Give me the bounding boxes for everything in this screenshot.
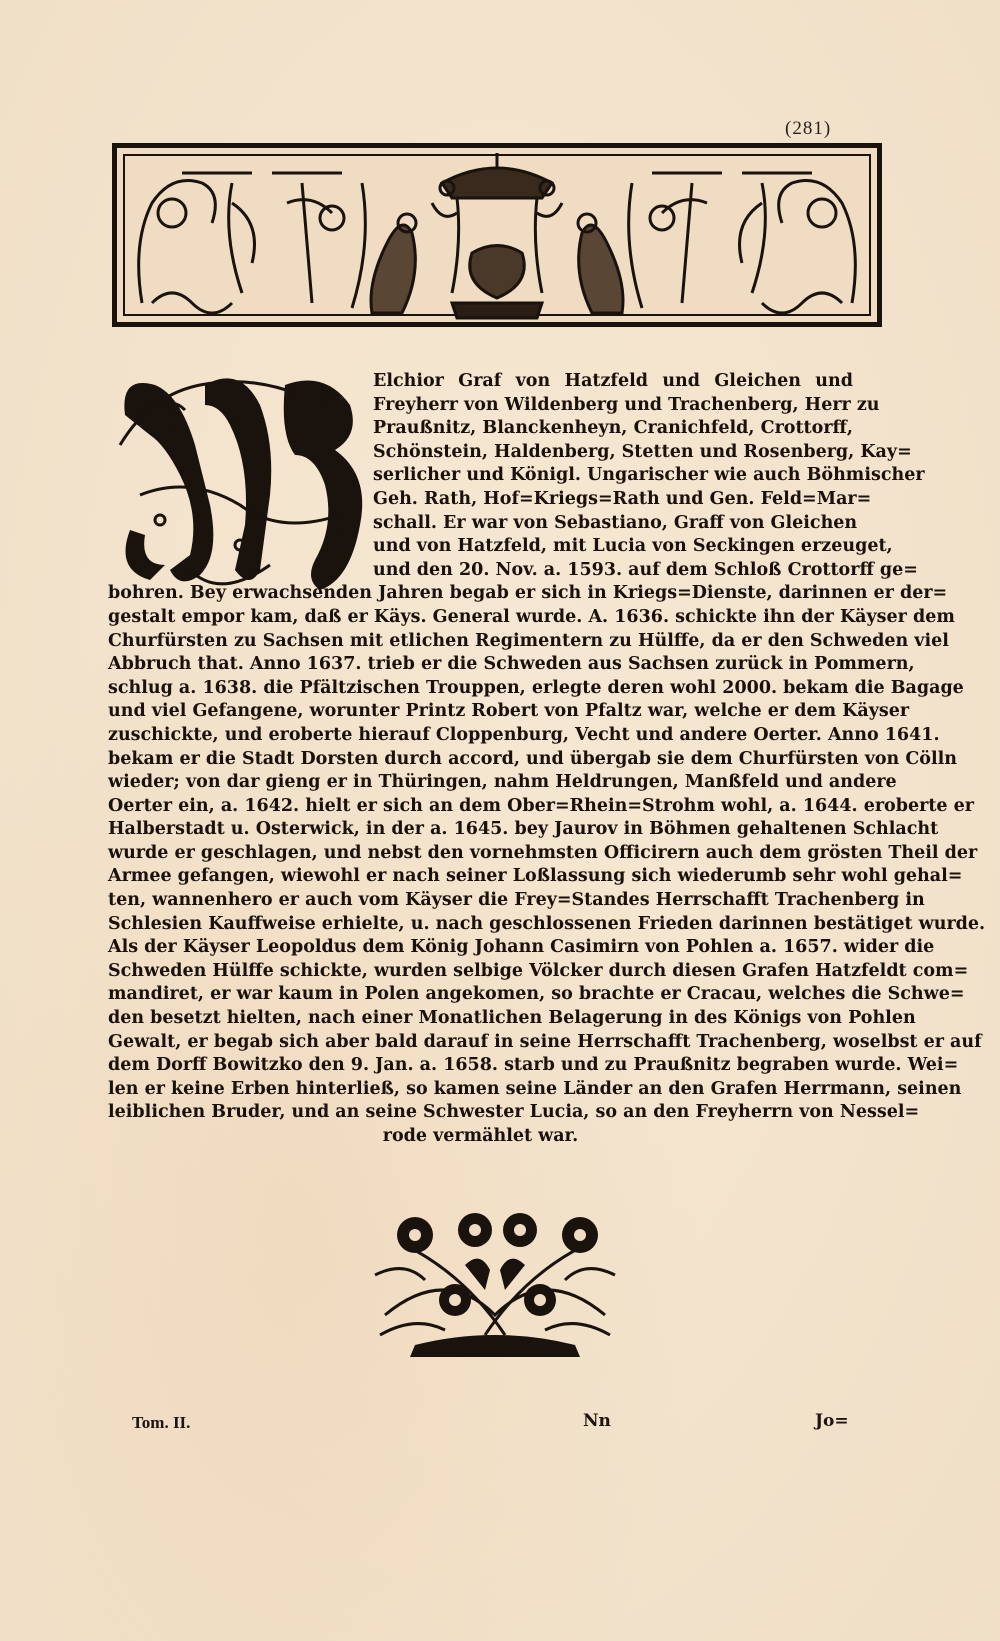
text-line: und von Hatzfeld, mit Lucia von Seckingen erzeuget, xyxy=(373,536,893,557)
text-line: serlicher und Königl. Ungarischer wie auch Böhmischer xyxy=(373,465,925,486)
text-line: mandiret, er war kaum in Polen angekomen, so brachte er Cracau, welches die Schwe= xyxy=(108,984,965,1005)
text-line: Oerter ein, a. 1642. hielt er sich an dem Ober=Rhein=Strohm wohl, a. 1644. eroberte er xyxy=(108,795,974,816)
text-line: Churfürsten zu Sachsen mit etlichen Regimentern zu Hülffe, da er den Schweden viel xyxy=(108,630,949,651)
text-line: bohren. Bey erwachsenden Jahren begab er sich in Kriegs=Dienste, darinnen er der= xyxy=(108,583,948,604)
text-line: Elchior Graf von Hatzfeld und Gleichen und xyxy=(373,371,853,391)
text-line: Freyherr von Wildenberg und Trachenberg, Herr zu xyxy=(373,394,880,415)
text-line: gestalt empor kam, daß er Käys. General wurde. A. 1636. schickte ihn der Käyser dem xyxy=(108,606,955,627)
text-line: und viel Gefangene, worunter Printz Robert von Pfaltz war, welche er dem Käyser xyxy=(108,701,910,722)
page-number: (281) xyxy=(785,118,832,139)
text-line: Geh. Rath, Hof=Kriegs=Rath und Gen. Feld=Mar= xyxy=(373,488,872,509)
text-line-final: rode vermählet war. xyxy=(382,1126,579,1146)
catchword: Jo= xyxy=(815,1411,849,1431)
signature-mark: Tom. II. xyxy=(132,1413,191,1432)
text-line: schall. Er war von Sebastiano, Graff von Gleichen xyxy=(373,512,858,533)
text-line: Als der Käyser Leopoldus dem König Johann Casimirn von Pohlen a. 1657. wider die xyxy=(108,937,935,958)
text-line: Schweden Hülffe schickte, wurden selbige Völcker durch diesen Grafen Hatzfeldt com= xyxy=(108,960,969,981)
text-line: Schönstein, Haldenberg, Stetten und Rosenberg, Kay= xyxy=(373,441,912,462)
flower-vignette-icon xyxy=(365,1205,625,1365)
text-line: bekam er die Stadt Dorsten durch accord, und übergab sie dem Churfürsten von Cölln xyxy=(108,748,957,769)
headpiece-ornament-icon xyxy=(112,143,882,327)
text-line: Abbruch that. Anno 1637. trieb er die Schweden aus Sachsen zurück in Pommern, xyxy=(108,654,915,675)
text-line: wieder; von dar gieng er in Thüringen, nahm Heldrungen, Manßfeld und andere xyxy=(108,772,897,793)
text-line: leiblichen Bruder, und an seine Schwester Lucia, so an den Freyherrn von Nessel= xyxy=(108,1102,920,1123)
text-line: zuschickte, und eroberte hierauf Cloppenburg, Vecht und andere Oerter. Anno 1641. xyxy=(108,724,940,745)
text-line: Schlesien Kauffweise erhielte, u. nach geschlossenen Frieden darinnen bestätiget wurde. xyxy=(108,913,986,934)
text-line: Gewalt, er begab sich aber bald darauf in seine Herrschafft Trachenberg, woselbst er auf xyxy=(108,1031,982,1052)
text-line: ten, wannenhero er auch vom Käyser die Frey=Standes Herrschafft Trachenberg in xyxy=(108,890,925,911)
ornamental-headpiece xyxy=(112,143,882,327)
text-line: schlug a. 1638. die Pfältzischen Trouppen, erlegte deren wohl 2000. bekam die Bagage xyxy=(108,677,964,698)
text-line: Halberstadt u. Osterwick, in der a. 1645. bey Jaurov in Böhmen gehaltenen Schlacht xyxy=(108,819,939,840)
floral-tailpiece xyxy=(365,1205,625,1365)
text-line: len er keine Erben hinterließ, so kamen seine Länder an den Grafen Herrmann, seinen xyxy=(108,1078,962,1099)
text-line: Armee gefangen, wiewohl er nach seiner Loßlassung sich wiederumb sehr wohl gehal= xyxy=(108,866,963,887)
biography-text xyxy=(108,370,986,1149)
text-line: dem Dorff Bowitzko den 9. Jan. a. 1658. starb und zu Praußnitz begraben wurde. Wei= xyxy=(108,1055,959,1076)
text-line: den besetzt hielten, nach einer Monatlichen Belagerung in des Königs von Pohlen xyxy=(108,1008,916,1029)
text-line: und den 20. Nov. a. 1593. auf dem Schloß Crottorff ge= xyxy=(373,559,918,580)
text-line: wurde er geschlagen, und nebst den vornehmsten Officirern auch dem grösten Theil der xyxy=(108,842,978,863)
signature-letter: Nn xyxy=(583,1411,611,1431)
text-line: Praußnitz, Blanckenheyn, Cranichfeld, Crottorff, xyxy=(373,418,853,439)
